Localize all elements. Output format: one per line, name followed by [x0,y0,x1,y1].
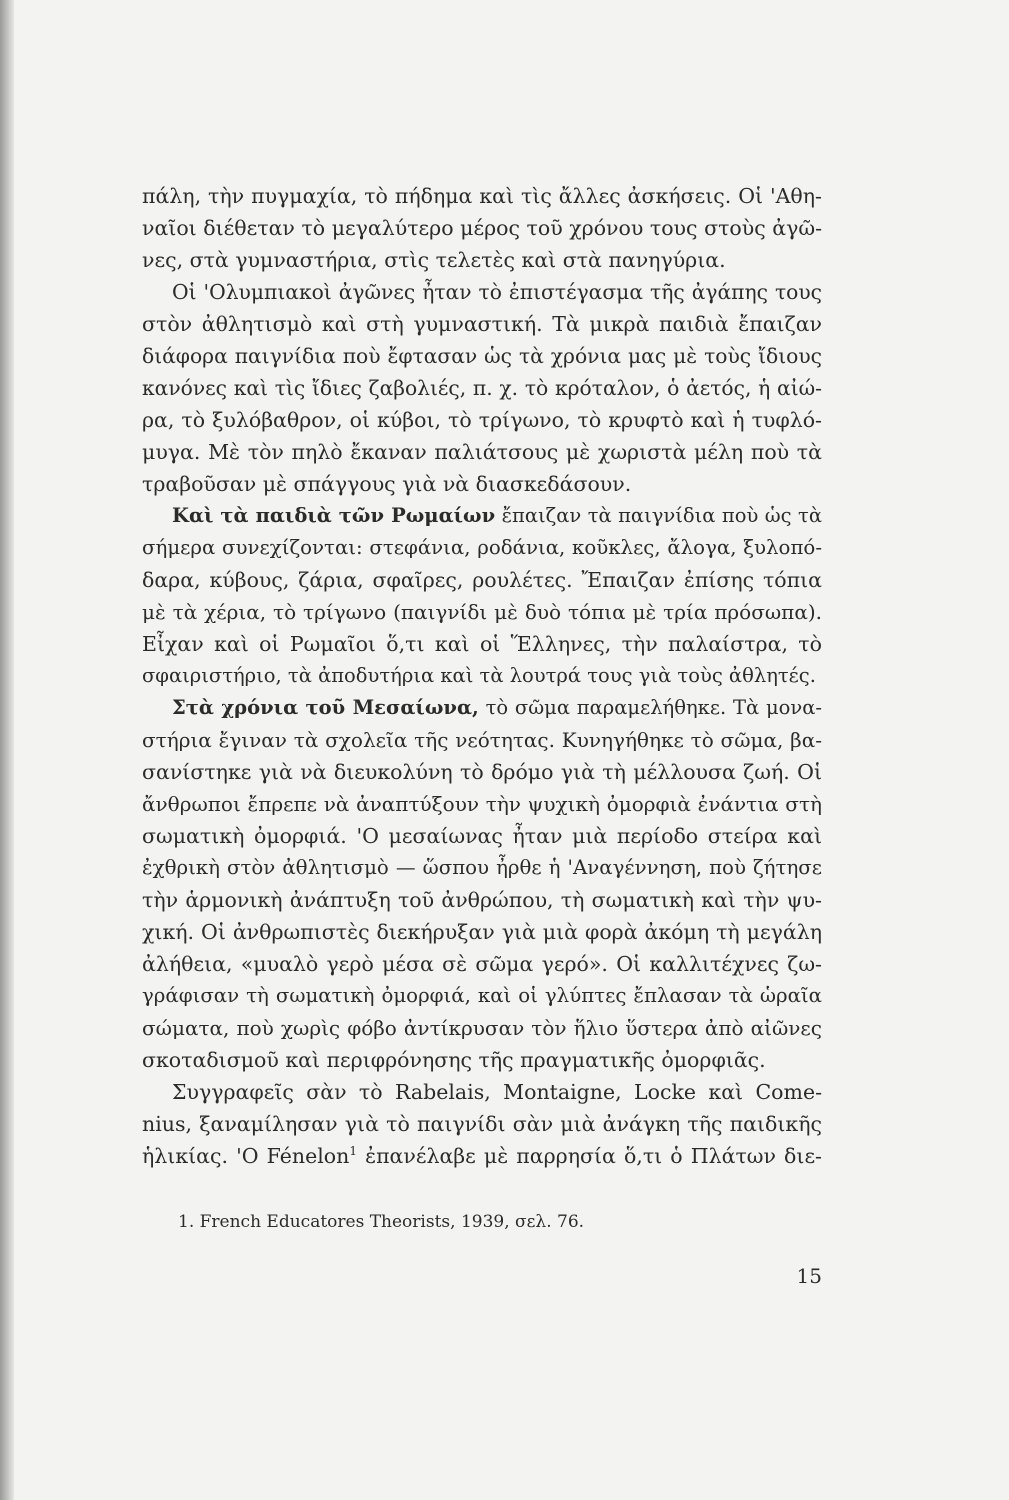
text-line: μυγα. Μὲ τὸν πηλὸ ἔκαναν παλιάτσους μὲ χωριστὰ μέλη ποὺ τὰ [142,440,822,464]
section-heading-romans: Καὶ τὰ παιδιὰ τῶν Ρωμαίων [172,504,496,527]
text-line: δαρα, κύβους, ζάρια, σφαῖρες, ρουλέτες. Ἔπαιζαν ἐπίσης τόπια [142,568,822,592]
text-line: Εἶχαν καὶ οἱ Ρωμαῖοι ὅ,τι καὶ οἱ Ἕλληνες, τὴν παλαίστρα, τὸ [142,632,822,656]
text-line: γράφισαν τὴ σωματικὴ ὀμορφιά, καὶ οἱ γλύπτες ἔπλασαν τὰ ὡραῖα [142,984,822,1007]
text-line: ἐχθρικὴ στὸν ἀθλητισμὸ — ὥσπου ἦρθε ἡ 'Αναγέννηση, ποὺ ζήτησε [142,856,822,879]
text-line: νες, στὰ γυμναστήρια, στὶς τελετὲς καὶ στὰ πανηγύρια. [142,248,726,272]
text-line: σήμερα συνεχίζονται: στεφάνια, ροδάνια, κοῦκλες, ἄλογα, ξυλοπό- [142,536,822,559]
text-line: σφαιριστήριο, τὰ ἀποδυτήρια καὶ τὰ λουτρά τους γιὰ τοὺς ἀθλητές. [142,664,816,687]
footnote-marker: 1 [349,1144,357,1159]
text-line: τὴν ἁρμονικὴ ἀνάπτυξη τοῦ ἀνθρώπου, τὴ σωματικὴ καὶ τὴν ψυ- [142,888,822,912]
text-line: διάφορα παιγνίδια ποὺ ἔφτασαν ὡς τὰ χρόνια μας μὲ τοὺς ἴδιους [142,344,822,368]
text-line: σώματα, ποὺ χωρὶς φόβο ἀντίκρυσαν τὸν ἥλιο ὕστερα ἀπὸ αἰῶνες [142,1016,822,1040]
text-line: κανόνες καὶ τὶς ἴδιες ζαβολιές, π. χ. τὸ κρόταλον, ὁ ἀετός, ἡ αἰώ- [142,376,822,400]
text-line: Οἱ 'Ολυμπιακοὶ ἀγῶνες ἦταν τὸ ἐπιστέγασμα τῆς ἀγάπης τους [172,280,822,304]
page-number: 15 [796,1264,822,1288]
text-line: Συγγραφεῖς σὰν τὸ Rabelais, Montaigne, Locke καὶ Come- [172,1080,822,1104]
text-line [172,693,822,723]
text-line-rest: τὸ σῶμα παραμελήθηκε. Τὰ μονα- [485,696,823,719]
text-line-rest: ἔπαιζαν τὰ παιγνίδια ποὺ ὡς τὰ [501,504,822,527]
text-line [172,501,822,531]
text-line: μὲ τὰ χέρια, τὸ τρίγωνο (παιγνίδι μὲ δυὸ τόπια μὲ τρία πρόσωπα). [142,600,822,624]
text-line: σκοταδισμοῦ καὶ περιφρόνησης τῆς πραγματικῆς ὀμορφιᾶς. [142,1048,766,1072]
text-line: σωματικὴ ὀμορφιά. 'Ο μεσαίωνας ἦταν μιὰ περίοδο στείρα καὶ [142,824,822,848]
text-line: ρα, τὸ ξυλόβαθρον, οἱ κύβοι, τὸ τρίγωνο, τὸ κρυφτὸ καὶ ἡ τυφλό- [142,408,822,432]
text-line: χική. Οἱ ἀνθρωπιστὲς διεκήρυξαν γιὰ μιὰ φορὰ ἀκόμη τὴ μεγάλη [142,920,822,944]
text-line: τραβοῦσαν μὲ σπάγγους γιὰ νὰ διασκεδάσουν. [142,472,632,496]
text-line [142,1141,822,1171]
text-line: ναῖοι διέθεταν τὸ μεγαλύτερο μέρος τοῦ χρόνου τους στοὺς ἀγῶ- [142,216,822,240]
footnote: 1. French Educatores Theorists, 1939, σελ. 76. [178,1212,585,1232]
text-line: στὸν ἀθλητισμὸ καὶ στὴ γυμναστική. Τὰ μικρὰ παιδιὰ ἔπαιζαν [142,312,822,336]
text-line-rest: ἐπανέλαβε μὲ παρρησία ὅ,τι ὁ Πλάτων διε- [365,1144,822,1168]
text-line: πάλη, τὴν πυγμαχία, τὸ πήδημα καὶ τὶς ἄλλες ἀσκήσεις. Οἱ 'Αθη- [142,184,822,208]
text-line: στήρια ἔγιναν τὰ σχολεῖα τῆς νεότητας. Κυνηγήθηκε τὸ σῶμα, βα- [142,728,822,752]
text-line: σανίστηκε γιὰ νὰ διευκολύνη τὸ δρόμο γιὰ τὴ μέλλουσα ζωή. Οἱ [142,760,822,784]
text-line: ἀλήθεια, «μυαλὸ γερὸ μέσα σὲ σῶμα γερό». Οἱ καλλιτέχνες ζω- [142,952,822,976]
text-line: ἄνθρωποι ἔπρεπε νὰ ἀναπτύξουν τὴν ψυχικὴ ὀμορφιὰ ἐνάντια στὴ [142,792,822,816]
section-heading-middle-ages: Στὰ χρόνια τοῦ Μεσαίωνα, [172,696,479,719]
text-line: nius, ξαναμίλησαν γιὰ τὸ παιγνίδι σὰν μιὰ ἀνάγκη τῆς παιδικῆς [142,1112,822,1136]
text-line-start: ἡλικίας. 'Ο Fénelon [142,1144,350,1168]
